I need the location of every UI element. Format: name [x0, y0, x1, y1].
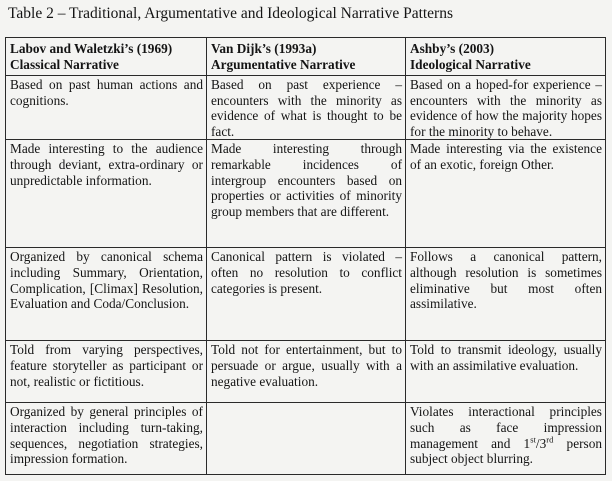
table-cell: Told not for entertainment, but to persuade or argue, usually with a negative evaluation.	[207, 341, 406, 403]
table-caption: Table 2 – Traditional, Argumentative and Ideological Narrative Patterns	[8, 5, 454, 22]
table-cell: Canonical pattern is violated – often no resolution to conflict categories is present.	[207, 248, 406, 341]
table-cell: Based on past experience – encounters with the minority as evidence of what is thought to be fact.	[207, 76, 406, 140]
column-header-argumentative: Van Dijk’s (1993a) Argumentative Narrative	[207, 38, 406, 76]
table-row	[6, 403, 606, 475]
superscript-rd: rd	[546, 434, 554, 445]
table-cell: Follows a canonical pattern, although resolution is sometimes eliminative but most often assimilative.	[406, 248, 606, 341]
table-cell: Organized by canonical schema including Summary, Orientation, Complication, [Climax] Resolution, Evaluation and Coda/Conclusion.	[6, 248, 207, 341]
table-cell: Told to transmit ideology, usually with an assimilative evaluation.	[406, 341, 606, 403]
column-header-ideological: Ashby’s (2003) Ideological Narrative	[406, 38, 606, 76]
table-cell: Made interesting via the existence of an exotic, foreign Other.	[406, 140, 606, 248]
table-cell: Organized by general principles of interaction including turn-taking, sequences, negotiation strategies, impression formation.	[6, 403, 207, 475]
table-row	[6, 341, 606, 403]
column-header-classical: Labov and Waletzki’s (1969) Classical Narrative	[6, 38, 207, 76]
table-cell: Based on a hoped-for experience – encounters with the minority as evidence of how the majority hopes for the minority to behave.	[406, 76, 606, 140]
table-row	[6, 76, 606, 140]
table-cell: Made interesting through remarkable incidences of intergroup encounters based on properties or activities of minority group members that are different.	[207, 140, 406, 248]
superscript-st: st	[530, 434, 536, 445]
narrative-patterns-table	[5, 37, 606, 475]
table-cell: Made interesting to the audience through deviant, extra-ordinary or unpredictable information.	[6, 140, 207, 248]
table-cell: Based on past human actions and cognitions.	[6, 76, 207, 140]
table-row	[6, 140, 606, 248]
table-cell: Told from varying perspectives, feature storyteller as participant or not, realistic or fictitious.	[6, 341, 207, 403]
table-cell-ordinal-text: Violates interactional principles such as face impression management and 1st/3rd person subject object blurring.	[406, 403, 606, 475]
table-row	[6, 248, 606, 341]
table-cell	[207, 403, 406, 475]
